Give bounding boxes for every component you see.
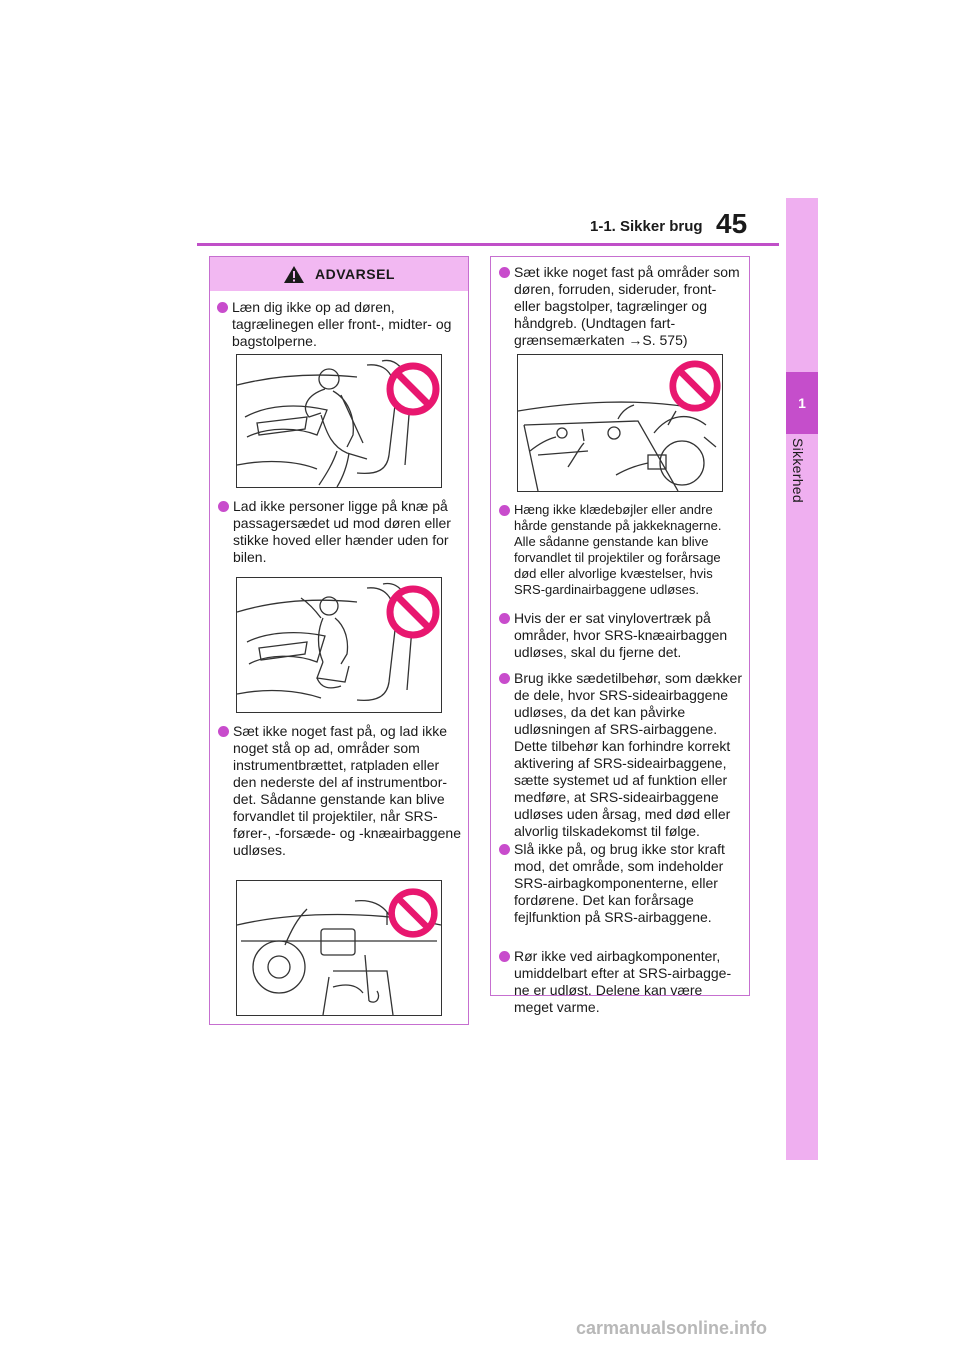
chapter-number-tab[interactable]: 1 bbox=[786, 372, 818, 434]
illustration-lean-on-door bbox=[236, 354, 442, 488]
section-title: 1-1. Sikker brug bbox=[590, 218, 703, 235]
page-number: 45 bbox=[716, 208, 748, 239]
header-rule bbox=[197, 243, 779, 246]
illustration-windshield-objects bbox=[517, 354, 723, 492]
warning-item-fixed-objects: Sæt ikke noget fast på områder som døren, forruden, sideruder, front- eller bagstolper, tagrælinger og håndgreb. (Undtagen fartgrænsemærkaten →S. 575) bbox=[494, 264, 750, 349]
warning-item-seat-accessories: Brug ikke sædetilbehør, som dækker de dele, hvor SRS-sideairbaggene udløses, da det kan påvirke udløsningen af SRS-airbaggene. Dette tilbehør kan forhindre korrekt aktivering af SRS-sideairbaggene, sætte systemet ud af funktion eller medføre, at SRS-sideairbaggene udløses uden årsag, med død eller alvorlig tilskadekomst til følge. bbox=[494, 670, 750, 840]
prohibited-icon bbox=[385, 584, 441, 640]
warning-item-vinyl-cover: Hvis der er sat vinylovertræk på områder, hvor SRS-knæairbaggen udløses, skal du fjerne det. bbox=[494, 610, 750, 661]
prohibited-icon bbox=[668, 359, 722, 413]
warning-triangle-icon bbox=[283, 265, 305, 284]
warning-item-impact: Slå ikke på, og brug ikke stor kraft mod, det område, som indeholder SRS-airbagkomponenterne, eller fordørene. Det kan forårsage fejlfunktion på SRS-airbaggene. bbox=[494, 841, 750, 926]
chapter-side-tab[interactable] bbox=[786, 198, 818, 1160]
warning-header bbox=[210, 257, 468, 291]
illustration-kneel-on-seat bbox=[236, 577, 442, 713]
warning-item-lean: Læn dig ikke op ad døren, tagrælinegen eller front-, midter- og bagstolperne. bbox=[212, 299, 468, 350]
chapter-label: Sikkerhed bbox=[790, 438, 806, 503]
warning-title: ADVARSEL bbox=[315, 266, 395, 282]
prohibited-icon bbox=[385, 361, 441, 417]
warning-item-coat-hooks: Hæng ikke klædebøjler eller andre hårde genstande på jakkeknagerne. Alle sådanne genstande kan blive forvandlet til projektiler og forårsage død eller alvorlige kvæstelser, hvis SRS-gardinairbaggene udløses. bbox=[494, 502, 750, 598]
warning-item-hot-components: Rør ikke ved airbagkomponenter, umiddelbart efter at SRS-airbaggene er udløst. Delene kan være meget varme. bbox=[494, 948, 750, 1016]
prohibited-icon bbox=[387, 887, 439, 939]
warning-item-dashboard-objects: Sæt ikke noget fast på, og lad ikke noget stå op ad, områder som instrumentbrættet, ratpladen eller den nederste del af instrumentbordet. Sådanne genstande kan blive forvandlet til projektiler, når SRS-fører-, -forsæde- og -knæairbaggene udløses. bbox=[213, 723, 469, 859]
watermark: carmanualsonline.info bbox=[576, 1318, 768, 1338]
warning-item-kneel: Lad ikke personer ligge på knæ på passagersædet ud mod døren eller stikke hoved eller hænder uden for bilen. bbox=[213, 498, 469, 566]
illustration-dashboard-objects bbox=[236, 880, 442, 1016]
